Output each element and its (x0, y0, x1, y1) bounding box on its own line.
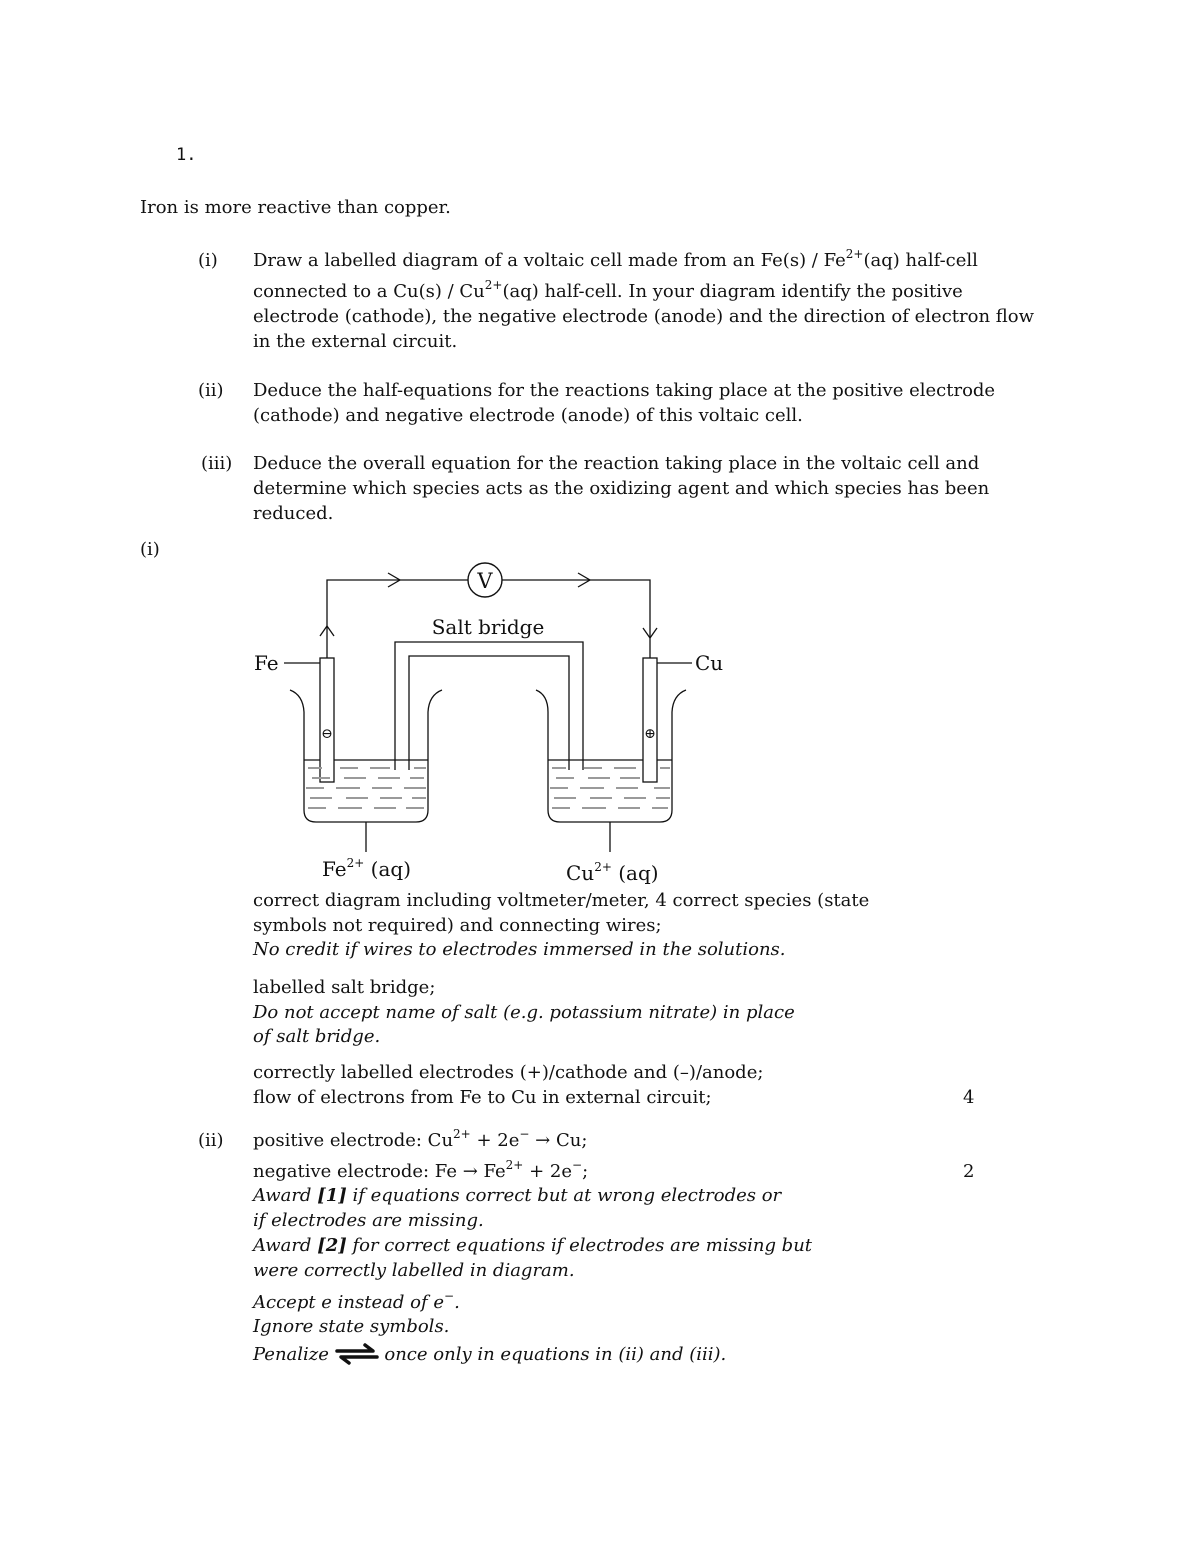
voltmeter-label: V (477, 569, 493, 593)
part-i-line-4: in the external circuit. (253, 331, 458, 352)
part-label-ii: (ii) (198, 380, 224, 401)
part-ii-line-1: Deduce the half-equations for the reactions taking place at the positive electrode (253, 380, 996, 401)
salt-bridge-inner (409, 656, 569, 770)
part-iii-line-2: determine which species acts as the oxidizing agent and which species has been (253, 478, 990, 499)
mark-ii-note-5: Accept e instead of e−. (253, 1289, 460, 1313)
part-label-iii: (iii) (201, 453, 233, 474)
mark-i-line-1: correct diagram including voltmeter/meter, 4 correct species (state (253, 890, 870, 911)
question-number: 1. (176, 145, 197, 165)
mark-i-line-8: flow of electrons from Fe to Cu in external circuit; (253, 1087, 712, 1108)
negative-sign: ⊖ (321, 726, 333, 742)
part-iii-line-1: Deduce the overall equation for the reaction taking place in the voltaic cell and (253, 453, 980, 474)
cu-electrode (643, 658, 657, 782)
mark-ii-total: 2 (963, 1161, 975, 1182)
mark-i-total: 4 (963, 1087, 975, 1108)
left-beaker (290, 690, 442, 822)
equilibrium-arrows-icon (335, 1343, 379, 1365)
mark-i-line-4: labelled salt bridge; (253, 977, 436, 998)
right-beaker (536, 690, 686, 822)
negative-electrode-equation: negative electrode: $Fe \to Fe^{2+} + 2e^-$; (253, 1158, 589, 1182)
part-label-i: (i) (198, 250, 218, 271)
cu-solution-label: $Cu^{2+}$ (aq) (566, 860, 659, 885)
mark-i-note-3: of salt bridge. (253, 1026, 381, 1047)
mark-i-note-1: No credit if wires to electrodes immersed in the solutions. (253, 939, 786, 960)
mark-ii-note-2: if electrodes are missing. (253, 1210, 484, 1231)
mark-ii-note-7: Penalize once only in equations in (ii) and (iii). (253, 1344, 727, 1365)
mark-ii-note-6: Ignore state symbols. (253, 1316, 450, 1337)
fe-electrode-label: Fe (254, 651, 279, 675)
mark-i-line-2: symbols not required) and connecting wires; (253, 915, 662, 936)
mark-ii-note-1: Award [1] if equations correct but at wrong electrodes or (253, 1185, 782, 1206)
voltaic-cell-diagram (240, 560, 740, 890)
positive-sign: ⊕ (644, 726, 656, 742)
question-intro: Iron is more reactive than copper. (140, 197, 451, 218)
positive-electrode-equation: positive electrode: $Cu^{2+} + 2e^- \to Cu$; (253, 1127, 588, 1151)
salt-bridge-label: Salt bridge (431, 615, 545, 639)
part-ii-line-2: (cathode) and negative electrode (anode) of this voltaic cell. (253, 405, 803, 426)
mark-ii-note-3: Award [2] for correct equations if electrodes are missing but (253, 1235, 813, 1256)
cu-electrode-label: Cu (695, 651, 724, 675)
mark-ii-note-4: were correctly labelled in diagram. (253, 1260, 575, 1281)
part-iii-line-3: reduced. (253, 503, 334, 524)
fe-solution-label: $Fe^{2+}$ (aq) (322, 856, 412, 881)
part-i-line-1: Draw a labelled diagram of a voltaic cell made from an $Fe(s) / Fe^{2+}(aq)$ half-cell (253, 247, 978, 271)
part-i-line-2: connected to a $Cu(s) / Cu^{2+}(aq)$ half-cell. In your diagram identify the positive (253, 278, 963, 302)
part-i-line-3: electrode (cathode), the negative electrode (anode) and the direction of electron flow (253, 306, 1035, 327)
mark-i-note-2: Do not accept name of salt (e.g. potassium nitrate) in place (253, 1002, 795, 1023)
mark-i-line-7: correctly labelled electrodes (+)/cathode and (–)/anode; (253, 1062, 764, 1083)
fe-electrode (320, 658, 334, 782)
salt-bridge-outer (395, 642, 583, 770)
answer-label-i: (i) (140, 539, 160, 560)
answer-label-ii: (ii) (198, 1130, 224, 1151)
